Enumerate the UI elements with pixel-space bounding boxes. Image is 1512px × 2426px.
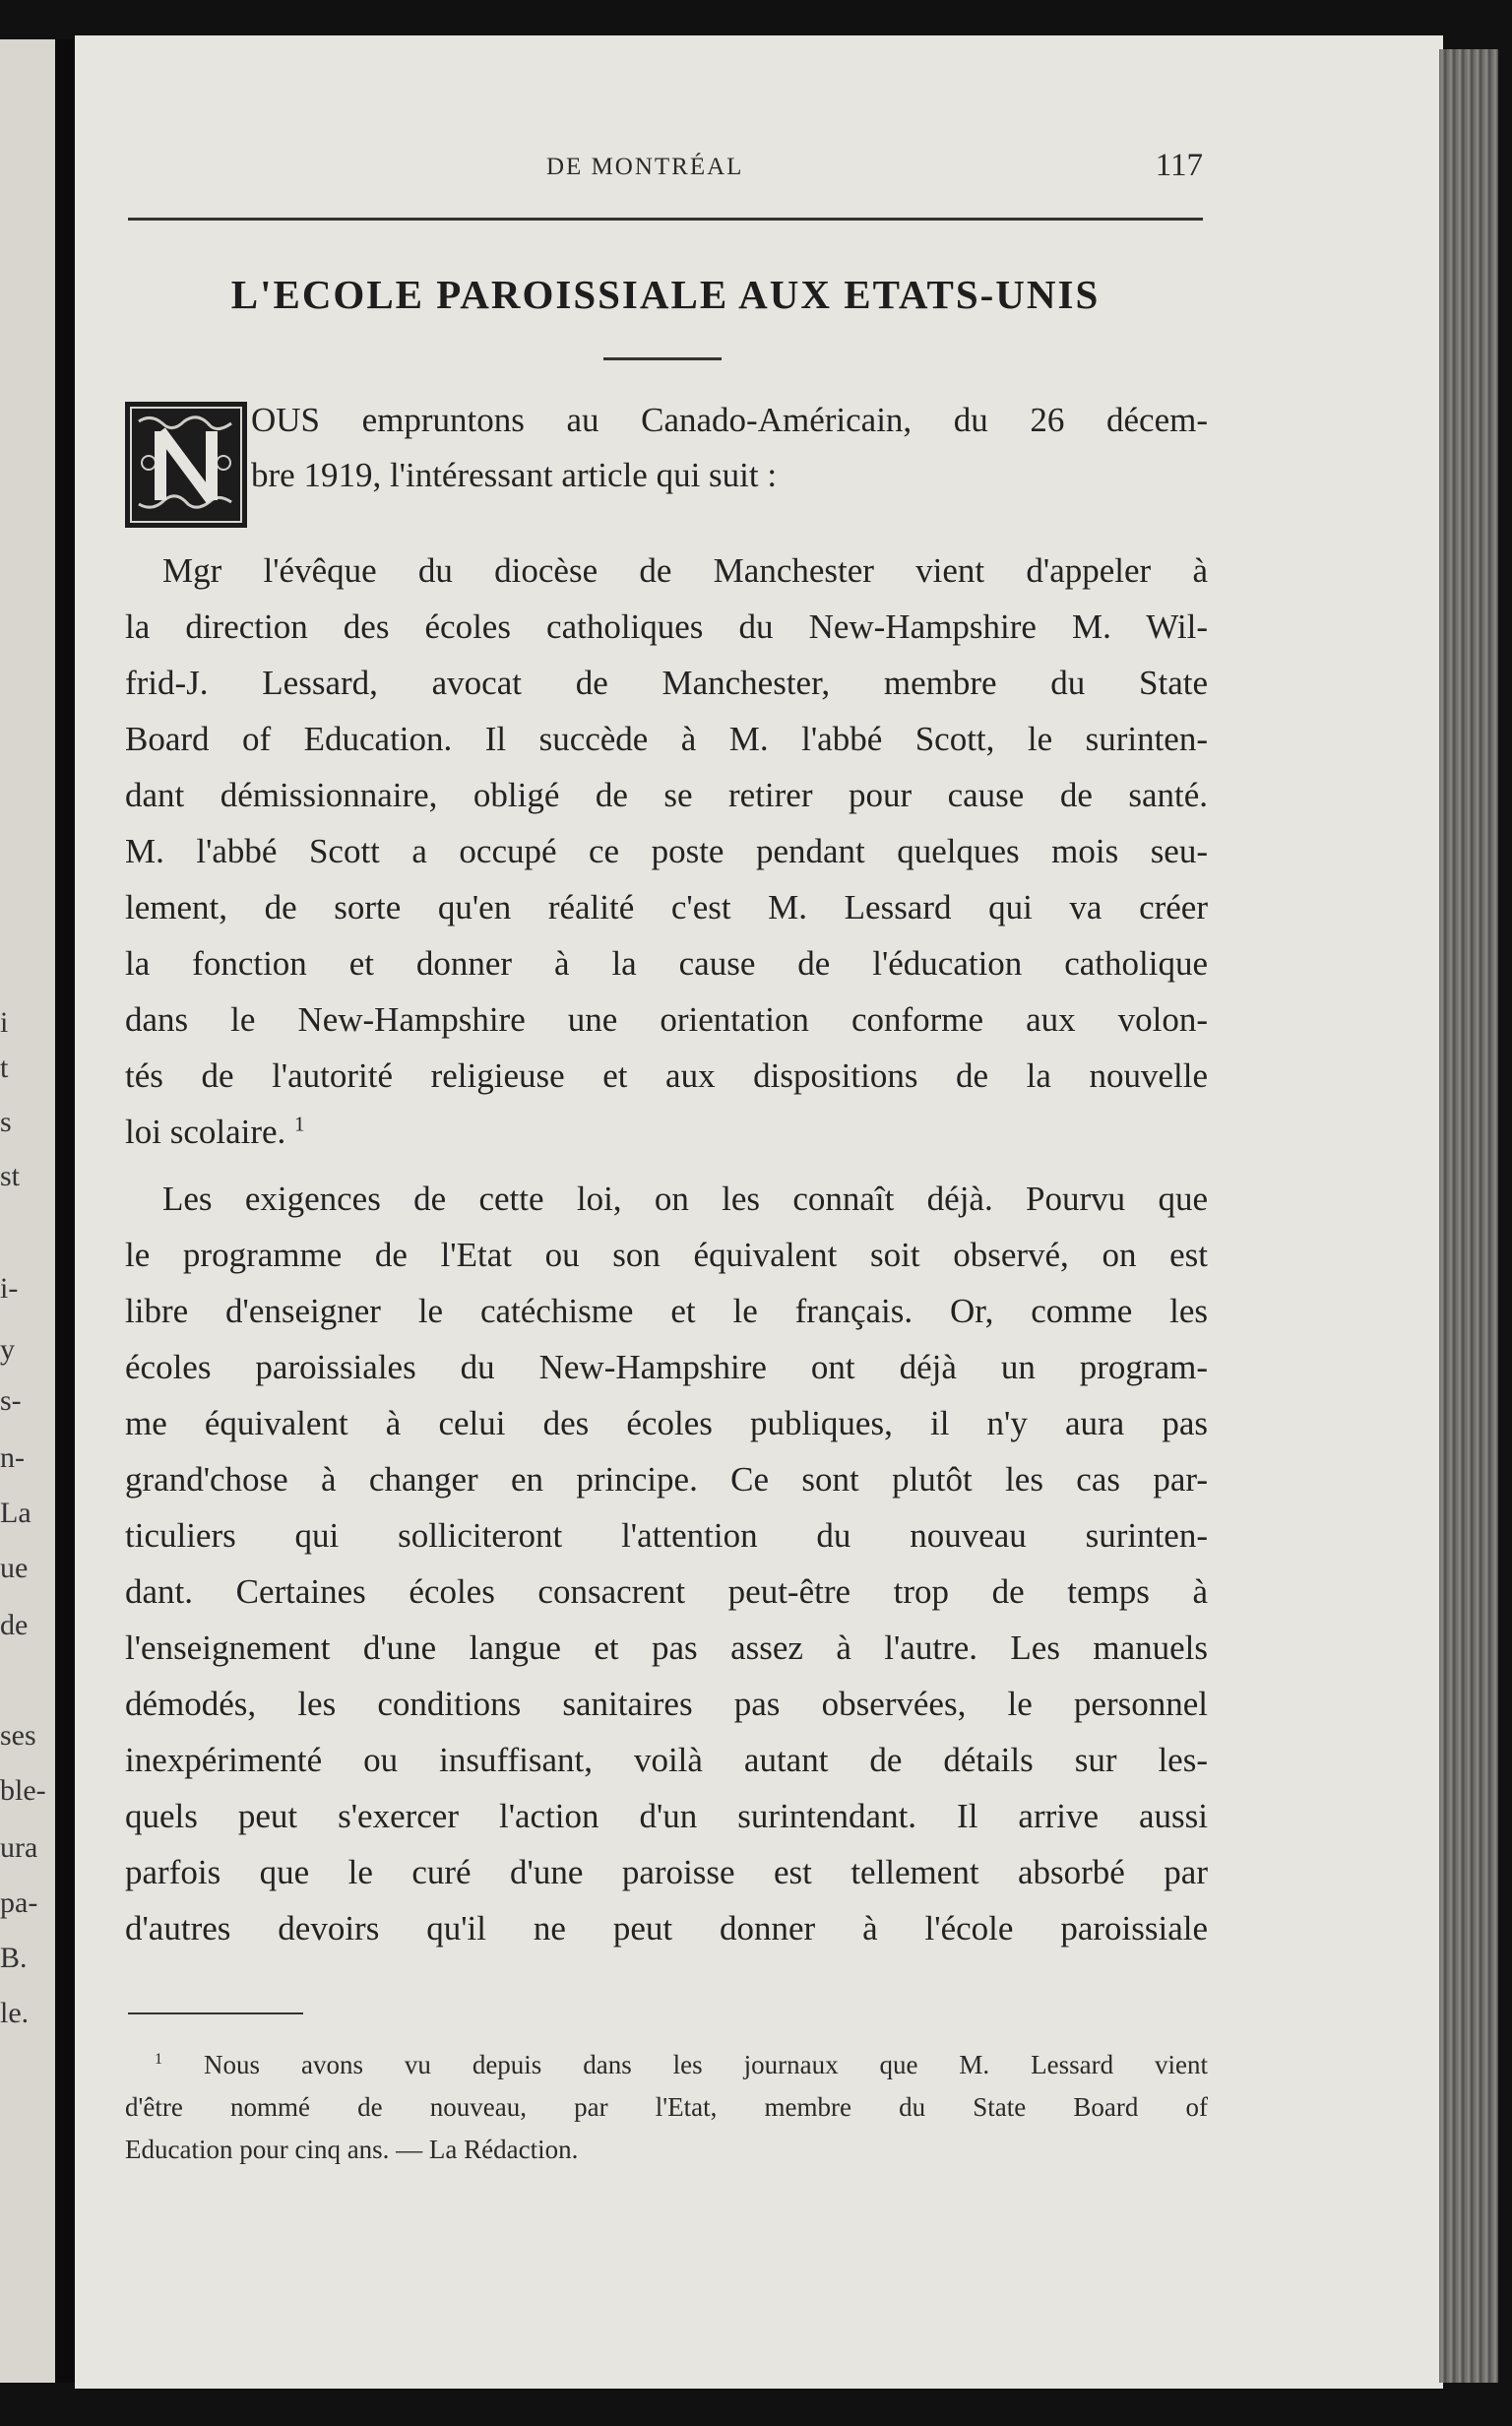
left-page-fragment: B. <box>0 1942 28 1974</box>
paragraph-1-last-line: loi scolaire. $^1$ <box>125 1112 305 1151</box>
paragraph-2-line: quels peut s'exercer l'action d'un surintendant. Il arrive aussi <box>125 1797 1208 1835</box>
left-page-fragment: ble- <box>0 1774 46 1807</box>
left-page-fragment: i- <box>0 1272 19 1305</box>
paragraph-1-line: la direction des écoles catholiques du New-Hampshire M. Wil- <box>125 607 1208 646</box>
paragraph-1-line: dans le New-Hampshire une orientation conforme aux volon- <box>125 1000 1208 1039</box>
footnote-rule <box>128 2012 303 2014</box>
header-rule <box>128 218 1203 221</box>
paragraph-2-line: libre d'enseigner le catéchisme et le français. Or, comme les <box>125 1292 1208 1330</box>
footnote-line: $^1$ Nous avons vu depuis dans les journaux que M. Lessard vient <box>155 2050 1208 2079</box>
paragraph-2-line: dant. Certaines écoles consacrent peut-être trop de temps à <box>125 1572 1208 1611</box>
paragraph-2-line: me équivalent à celui des écoles publiques, il n'y aura pas <box>125 1404 1208 1442</box>
left-page-fragment: y <box>0 1333 15 1366</box>
left-page-fragment: t <box>0 1052 9 1084</box>
left-page-fragment: pa- <box>0 1886 38 1919</box>
paragraph-2-line: inexpérimenté ou insuffisant, voilà autant de détails sur les- <box>125 1741 1208 1779</box>
paragraph-2-line: Les exigences de cette loi, on les connaît déjà. Pourvu que <box>162 1180 1208 1218</box>
adjacent-left-page <box>0 39 59 2383</box>
paragraph-2-line: le programme de l'Etat ou son équivalent soit observé, on est <box>125 1236 1208 1274</box>
paragraph-2-line: grand'chose à changer en principe. Ce sont plutôt les cas par- <box>125 1460 1208 1499</box>
paragraph-2-line: parfois que le curé d'une paroisse est tellement absorbé par <box>125 1853 1208 1891</box>
paragraph-2-line: ticuliers qui solliciteront l'attention du nouveau surinten- <box>125 1516 1208 1555</box>
left-page-fragment: s- <box>0 1384 22 1417</box>
page-edges <box>1439 49 1498 2383</box>
left-page-fragment: st <box>0 1160 21 1192</box>
left-page-fragment: de <box>0 1609 29 1641</box>
footnote-marker: 1 <box>155 2050 163 2068</box>
footnote-line: d'être nommé de nouveau, par l'Etat, membre du State Board of <box>125 2092 1208 2122</box>
left-page-fragment: le. <box>0 1997 30 2029</box>
left-page-fragment: s <box>0 1106 12 1138</box>
left-page-fragment: ses <box>0 1719 36 1752</box>
running-head: DE MONTRÉAL <box>546 154 744 180</box>
left-page-fragment: ue <box>0 1552 29 1584</box>
left-page-fragment: La <box>0 1497 32 1529</box>
paragraph-2-line: d'autres devoirs qu'il ne peut donner à l'école paroissiale <box>125 1909 1208 1947</box>
intro-line-2: bre 1919, l'intéressant article qui suit : <box>251 456 778 494</box>
paragraph-2-line: écoles paroissiales du New-Hampshire ont déjà un program- <box>125 1348 1208 1386</box>
intro-line-1: OUS empruntons au Canado-Américain, du 26 décem- <box>251 401 1208 439</box>
footnote-line: Education pour cinq ans. — La Rédaction. <box>125 2135 579 2164</box>
article-title: L'ECOLE PAROISSIALE AUX ETATS-UNIS <box>230 272 1101 317</box>
paragraph-1-line: dant démissionnaire, obligé de se retirer pour cause de santé. <box>125 776 1208 814</box>
left-page-fragment: i <box>0 1006 9 1039</box>
paragraph-1-line: la fonction et donner à la cause de l'éducation catholique <box>125 944 1208 983</box>
left-page-fragment: ura <box>0 1831 38 1864</box>
page-number: 117 <box>1155 148 1203 183</box>
dropcap-ornament <box>125 402 247 528</box>
title-rule <box>603 357 722 360</box>
paragraph-2-line: démodés, les conditions sanitaires pas observées, le personnel <box>125 1685 1208 1723</box>
book-gutter <box>55 39 77 2383</box>
paragraph-1-line: Mgr l'évêque du diocèse de Manchester vient d'appeler à <box>162 551 1208 590</box>
paragraph-1-line: frid-J. Lessard, avocat de Manchester, membre du State <box>125 664 1208 702</box>
left-page-fragment: n- <box>0 1441 25 1474</box>
paragraph-1-line: tés de l'autorité religieuse et aux dispositions de la nouvelle <box>125 1056 1208 1095</box>
dropcap-n-icon <box>125 402 247 528</box>
paragraph-1-line: lement, de sorte qu'en réalité c'est M. Lessard qui va créer <box>125 888 1208 926</box>
paragraph-2-line: l'enseignement d'une langue et pas assez à l'autre. Les manuels <box>125 1628 1208 1667</box>
paragraph-1-line: M. l'abbé Scott a occupé ce poste pendant quelques mois seu- <box>125 832 1208 870</box>
footnote-reference[interactable]: 1 <box>294 1112 305 1136</box>
page-header <box>128 148 1203 197</box>
paragraph-1-line: Board of Education. Il succède à M. l'abbé Scott, le surinten- <box>125 720 1208 758</box>
